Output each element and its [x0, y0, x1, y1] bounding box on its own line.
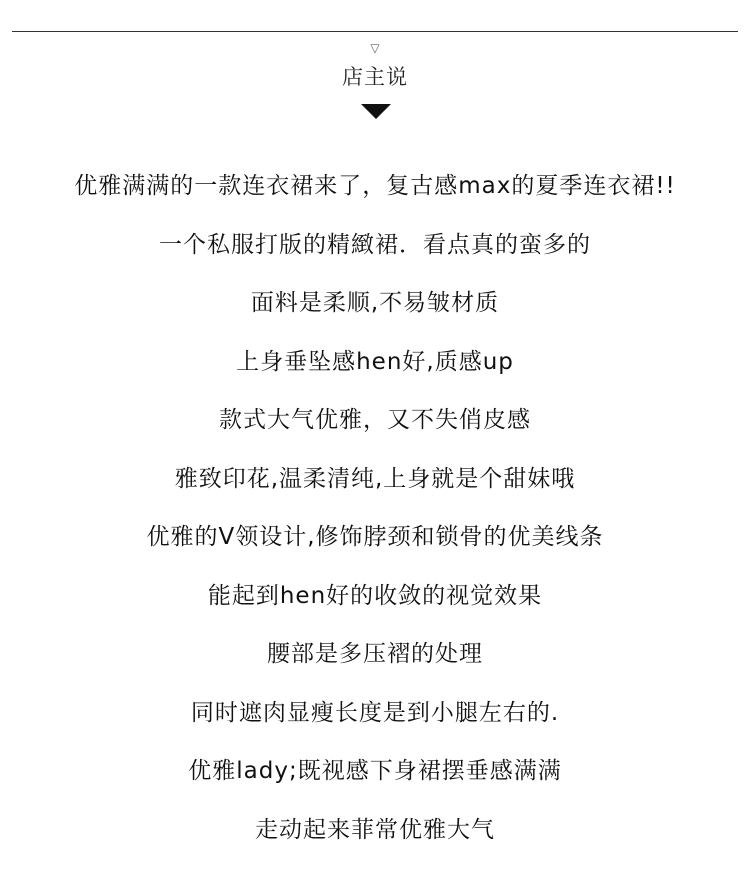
description-line: 面料是柔顺,不易皱材质: [0, 284, 750, 343]
description-line: 上身垂坠感hen好,质感up: [0, 343, 750, 402]
description-line: 同时遮肉显瘦长度是到小腿左右的.: [0, 694, 750, 753]
description-line: 雅致印花,温柔清纯,上身就是个甜妹哦: [0, 460, 750, 519]
description-line: 走动起来菲常优雅大气: [0, 811, 750, 869]
description-lines: [0, 167, 750, 869]
description-line: 一个私服打版的精緻裙．看点真的蛮多的: [0, 226, 750, 285]
description-line: 腰部是多压褶的处理: [0, 635, 750, 694]
description-line: 优雅lady;既视感下身裙摆垂感满满: [0, 752, 750, 811]
down-triangle-outline-icon: ▽: [0, 41, 750, 55]
description-line: 优雅的V领设计,修饰脖颈和锁骨的优美线条: [0, 518, 750, 577]
section-title: 店主说: [0, 63, 750, 91]
description-line: 款式大气优雅，又不失俏皮感: [0, 401, 750, 460]
description-line: 能起到hen好的收敛的视觉效果: [0, 577, 750, 636]
description-line: 优雅满满的一款连衣裙来了，复古感max的夏季连衣裙!!: [0, 167, 750, 226]
down-arrow-icon: [361, 104, 391, 119]
top-divider-line: [12, 31, 738, 32]
